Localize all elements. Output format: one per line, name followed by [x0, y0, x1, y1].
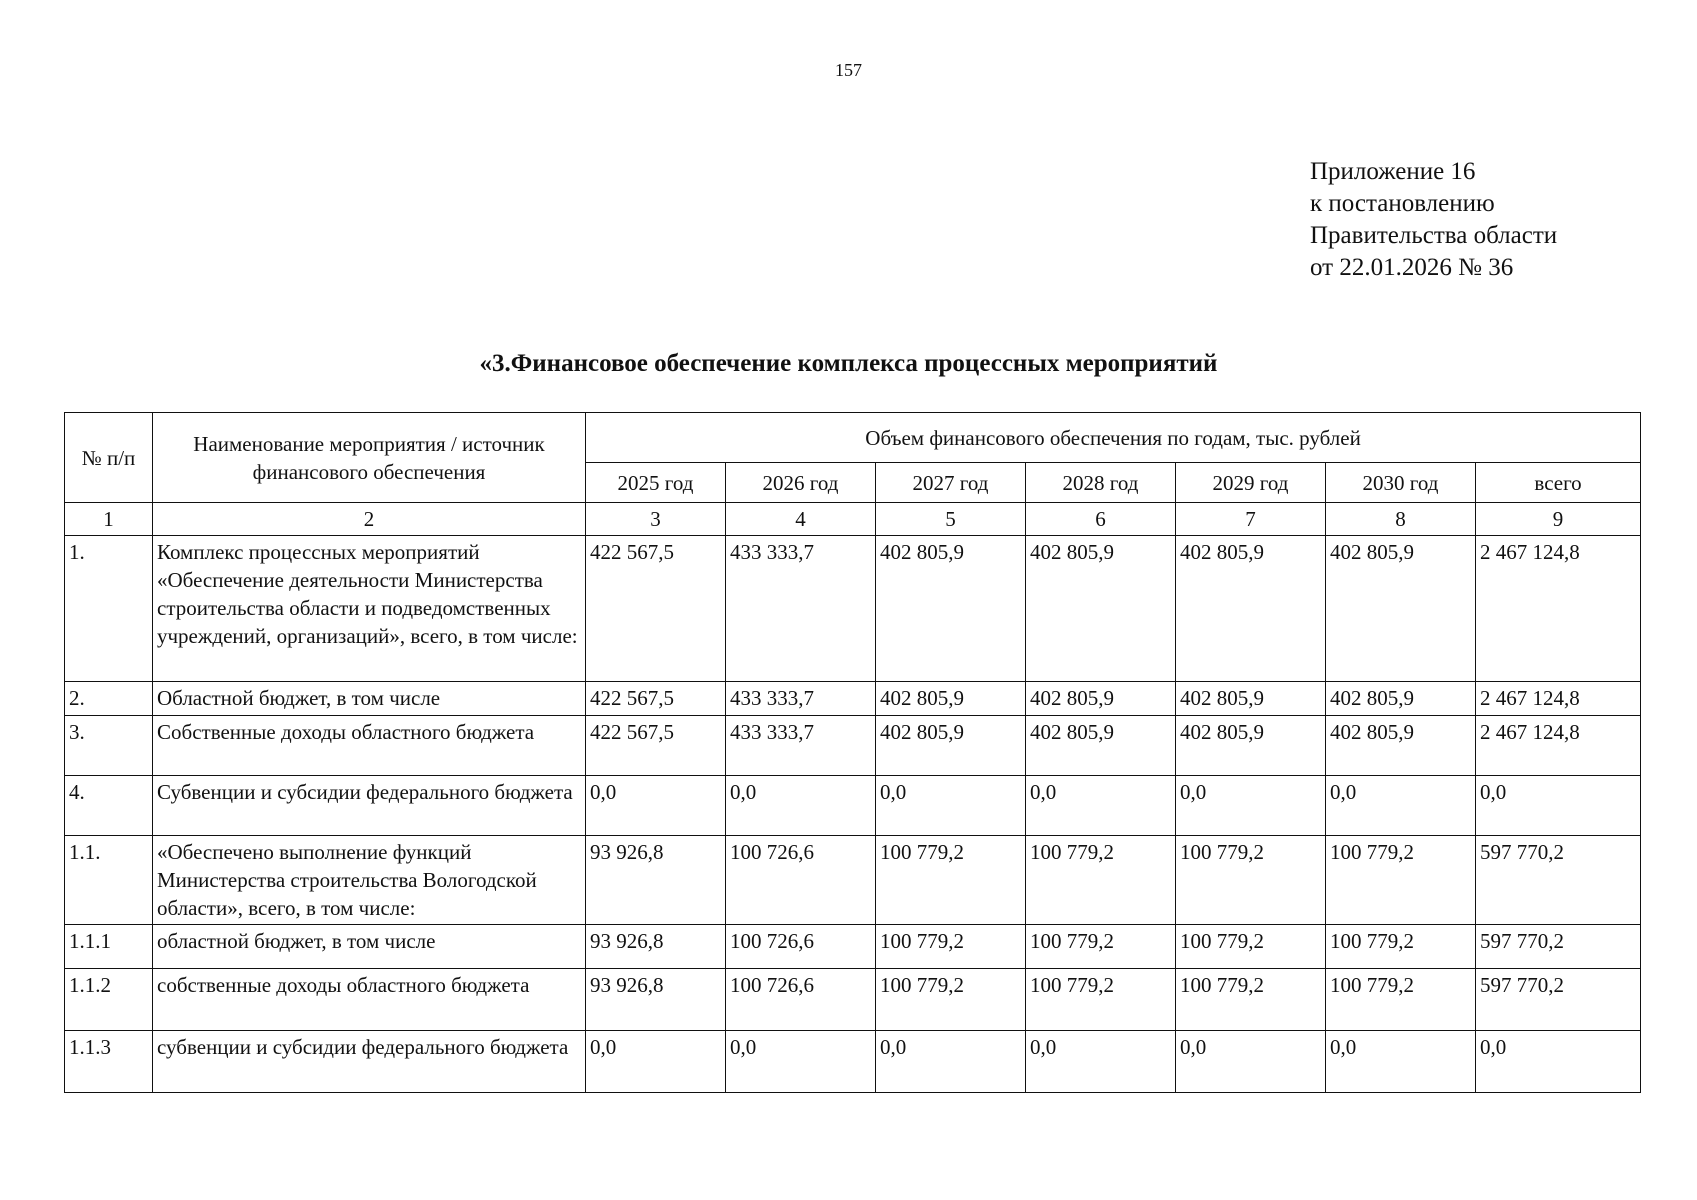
- column-number: 2: [153, 503, 586, 536]
- appendix-line: Правительства области: [1310, 222, 1558, 249]
- column-number: 5: [876, 503, 1026, 536]
- value-cell: 433 333,7: [726, 536, 876, 682]
- header-year: 2025 год: [586, 463, 726, 503]
- value-cell: 100 726,6: [726, 969, 876, 1031]
- value-cell: 422 567,5: [586, 536, 726, 682]
- value-cell: 402 805,9: [876, 536, 1026, 682]
- value-cell: 0,0: [876, 1031, 1026, 1093]
- value-cell: 93 926,8: [586, 836, 726, 925]
- header-year: 2030 год: [1326, 463, 1476, 503]
- row-name: субвенции и субсидии федерального бюджета: [153, 1031, 586, 1093]
- value-cell: 100 779,2: [1326, 836, 1476, 925]
- value-cell: 100 779,2: [1176, 969, 1326, 1031]
- value-cell: 422 567,5: [586, 682, 726, 716]
- header-year: 2026 год: [726, 463, 876, 503]
- value-cell: 0,0: [1326, 776, 1476, 836]
- table-row: [65, 836, 1641, 925]
- value-cell: 100 779,2: [1176, 925, 1326, 969]
- value-cell: 402 805,9: [1176, 716, 1326, 776]
- value-cell: 0,0: [876, 776, 1026, 836]
- row-number: 1.1.1: [65, 925, 153, 969]
- row-name: Областной бюджет, в том числе: [153, 682, 586, 716]
- value-cell: 100 726,6: [726, 925, 876, 969]
- value-cell: 100 779,2: [1326, 969, 1476, 1031]
- value-cell: 0,0: [726, 776, 876, 836]
- document-title: «3.Финансовое обеспечение комплекса процессных мероприятий: [479, 350, 1218, 377]
- appendix-line: от 22.01.2026 № 36: [1310, 254, 1514, 281]
- column-number: 3: [586, 503, 726, 536]
- column-number: 9: [1476, 503, 1641, 536]
- table-row: [65, 925, 1641, 969]
- value-cell: 100 779,2: [1026, 969, 1176, 1031]
- row-number: 1.1.2: [65, 969, 153, 1031]
- column-number: 6: [1026, 503, 1176, 536]
- row-number: 1.1.3: [65, 1031, 153, 1093]
- row-name: «Обеспечено выполнение функций Министерства строительства Вологодской области», всего, в том числе:: [153, 836, 586, 925]
- table-row: [65, 716, 1641, 776]
- value-cell: 433 333,7: [726, 682, 876, 716]
- value-cell: 0,0: [1176, 1031, 1326, 1093]
- table-row: [65, 969, 1641, 1031]
- value-cell: 0,0: [1176, 776, 1326, 836]
- value-cell: 0,0: [1326, 1031, 1476, 1093]
- total-cell: 2 467 124,8: [1476, 682, 1641, 716]
- value-cell: 0,0: [586, 1031, 726, 1093]
- table-row: [65, 536, 1641, 682]
- value-cell: 93 926,8: [586, 969, 726, 1031]
- value-cell: 0,0: [726, 1031, 876, 1093]
- value-cell: 402 805,9: [876, 716, 1026, 776]
- header-volume: Объем финансового обеспечения по годам, тыс. рублей: [586, 413, 1641, 463]
- appendix-line: Приложение 16: [1310, 158, 1476, 185]
- table-row: [65, 682, 1641, 716]
- value-cell: 402 805,9: [876, 682, 1026, 716]
- total-cell: 2 467 124,8: [1476, 536, 1641, 682]
- total-cell: 597 770,2: [1476, 925, 1641, 969]
- total-cell: 597 770,2: [1476, 836, 1641, 925]
- row-name: Субвенции и субсидии федерального бюджета: [153, 776, 586, 836]
- total-cell: 0,0: [1476, 776, 1641, 836]
- header-name: Наименование мероприятия / источник финансового обеспечения: [153, 413, 586, 503]
- total-cell: 0,0: [1476, 1031, 1641, 1093]
- value-cell: 402 805,9: [1026, 682, 1176, 716]
- column-number: 8: [1326, 503, 1476, 536]
- row-name: Собственные доходы областного бюджета: [153, 716, 586, 776]
- value-cell: 402 805,9: [1026, 536, 1176, 682]
- value-cell: 93 926,8: [586, 925, 726, 969]
- column-number: 1: [65, 503, 153, 536]
- page-number: 157: [835, 60, 862, 80]
- financing-table: [64, 412, 1641, 1093]
- value-cell: 422 567,5: [586, 716, 726, 776]
- value-cell: 433 333,7: [726, 716, 876, 776]
- value-cell: 402 805,9: [1326, 682, 1476, 716]
- value-cell: 0,0: [1026, 776, 1176, 836]
- row-number: 2.: [65, 682, 153, 716]
- header-total: всего: [1476, 463, 1641, 503]
- value-cell: 0,0: [586, 776, 726, 836]
- column-number: 7: [1176, 503, 1326, 536]
- value-cell: 100 779,2: [876, 836, 1026, 925]
- header-no: № п/п: [65, 413, 153, 503]
- value-cell: 0,0: [1026, 1031, 1176, 1093]
- row-number: 4.: [65, 776, 153, 836]
- value-cell: 100 779,2: [876, 969, 1026, 1031]
- value-cell: 402 805,9: [1326, 716, 1476, 776]
- row-number: 1.: [65, 536, 153, 682]
- value-cell: 100 726,6: [726, 836, 876, 925]
- row-number: 3.: [65, 716, 153, 776]
- value-cell: 402 805,9: [1176, 682, 1326, 716]
- value-cell: 100 779,2: [1326, 925, 1476, 969]
- value-cell: 100 779,2: [876, 925, 1026, 969]
- row-name: Комплекс процессных мероприятий «Обеспечение деятельности Министерства строительства области и подведомственных учреждений, организаций», всего, в том числе:: [153, 536, 586, 682]
- row-number: 1.1.: [65, 836, 153, 925]
- appendix-block: [1310, 156, 1557, 284]
- header-year: 2029 год: [1176, 463, 1326, 503]
- header-year: 2028 год: [1026, 463, 1176, 503]
- value-cell: 402 805,9: [1176, 536, 1326, 682]
- value-cell: 402 805,9: [1326, 536, 1476, 682]
- table-row: [65, 1031, 1641, 1093]
- header-year: 2027 год: [876, 463, 1026, 503]
- value-cell: 100 779,2: [1176, 836, 1326, 925]
- total-cell: 2 467 124,8: [1476, 716, 1641, 776]
- value-cell: 100 779,2: [1026, 925, 1176, 969]
- table-row: [65, 776, 1641, 836]
- row-name: собственные доходы областного бюджета: [153, 969, 586, 1031]
- column-number: 4: [726, 503, 876, 536]
- appendix-line: к постановлению: [1310, 190, 1495, 217]
- value-cell: 100 779,2: [1026, 836, 1176, 925]
- value-cell: 402 805,9: [1026, 716, 1176, 776]
- row-name: областной бюджет, в том числе: [153, 925, 586, 969]
- total-cell: 597 770,2: [1476, 969, 1641, 1031]
